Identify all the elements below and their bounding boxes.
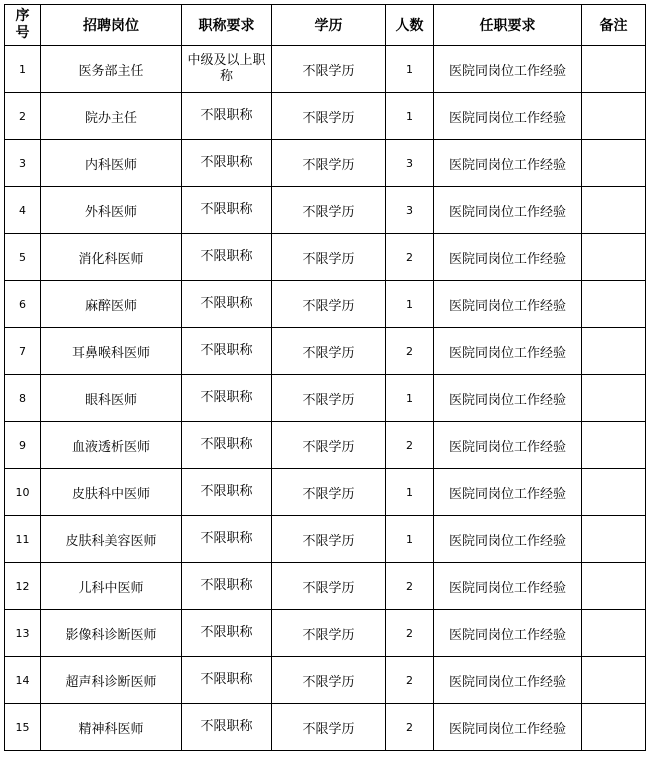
cell-job-requirement: 医院同岗位工作经验 (434, 46, 582, 93)
cell-job-requirement: 医院同岗位工作经验 (434, 234, 582, 281)
table-row (5, 422, 646, 469)
cell-title-requirement: 不限职称 (182, 563, 272, 610)
table-row (5, 516, 646, 563)
table-row (5, 328, 646, 375)
cell-remarks (582, 704, 646, 751)
cell-position: 影像科诊断医师 (41, 610, 182, 657)
recruitment-table (4, 4, 646, 751)
cell-title-requirement: 不限职称 (182, 610, 272, 657)
cell-title-requirement: 不限职称 (182, 234, 272, 281)
cell-title-requirement: 不限职称 (182, 93, 272, 140)
cell-job-requirement: 医院同岗位工作经验 (434, 422, 582, 469)
cell-remarks (582, 516, 646, 563)
cell-education: 不限学历 (272, 469, 386, 516)
cell-job-requirement: 医院同岗位工作经验 (434, 281, 582, 328)
cell-education: 不限学历 (272, 563, 386, 610)
cell-seq: 5 (5, 234, 41, 281)
table-row (5, 46, 646, 93)
cell-seq: 4 (5, 187, 41, 234)
cell-seq: 7 (5, 328, 41, 375)
table-row (5, 140, 646, 187)
cell-job-requirement: 医院同岗位工作经验 (434, 563, 582, 610)
cell-title-requirement: 不限职称 (182, 140, 272, 187)
cell-education: 不限学历 (272, 93, 386, 140)
header-title-requirement: 职称要求 (182, 5, 272, 46)
cell-seq: 1 (5, 46, 41, 93)
cell-job-requirement: 医院同岗位工作经验 (434, 375, 582, 422)
cell-position: 血液透析医师 (41, 422, 182, 469)
cell-title-requirement: 不限职称 (182, 375, 272, 422)
cell-remarks (582, 469, 646, 516)
table-body (5, 46, 646, 751)
header-remarks: 备注 (582, 5, 646, 46)
cell-count: 1 (386, 93, 434, 140)
cell-remarks (582, 563, 646, 610)
cell-job-requirement: 医院同岗位工作经验 (434, 187, 582, 234)
table-header (5, 5, 646, 46)
cell-education: 不限学历 (272, 610, 386, 657)
cell-title-requirement: 不限职称 (182, 328, 272, 375)
cell-remarks (582, 93, 646, 140)
cell-position: 麻醉医师 (41, 281, 182, 328)
cell-seq: 12 (5, 563, 41, 610)
cell-remarks (582, 422, 646, 469)
cell-education: 不限学历 (272, 46, 386, 93)
cell-education: 不限学历 (272, 657, 386, 704)
cell-remarks (582, 657, 646, 704)
cell-title-requirement: 不限职称 (182, 516, 272, 563)
cell-job-requirement: 医院同岗位工作经验 (434, 610, 582, 657)
cell-education: 不限学历 (272, 422, 386, 469)
cell-job-requirement: 医院同岗位工作经验 (434, 93, 582, 140)
table-row (5, 657, 646, 704)
cell-count: 2 (386, 610, 434, 657)
cell-count: 3 (386, 140, 434, 187)
cell-position: 内科医师 (41, 140, 182, 187)
table-row (5, 563, 646, 610)
cell-education: 不限学历 (272, 187, 386, 234)
cell-education: 不限学历 (272, 328, 386, 375)
cell-remarks (582, 234, 646, 281)
cell-position: 外科医师 (41, 187, 182, 234)
cell-count: 1 (386, 516, 434, 563)
cell-count: 1 (386, 46, 434, 93)
cell-seq: 13 (5, 610, 41, 657)
cell-position: 眼科医师 (41, 375, 182, 422)
cell-count: 1 (386, 469, 434, 516)
cell-title-requirement: 不限职称 (182, 469, 272, 516)
cell-position: 皮肤科中医师 (41, 469, 182, 516)
cell-seq: 8 (5, 375, 41, 422)
header-seq-line1: 序 (15, 8, 30, 24)
header-count: 人数 (386, 5, 434, 46)
cell-remarks (582, 187, 646, 234)
cell-seq: 15 (5, 704, 41, 751)
cell-education: 不限学历 (272, 375, 386, 422)
cell-position: 消化科医师 (41, 234, 182, 281)
cell-position: 耳鼻喉科医师 (41, 328, 182, 375)
header-seq-line2: 号 (15, 25, 30, 41)
cell-title-requirement: 不限职称 (182, 281, 272, 328)
header-seq (5, 5, 41, 46)
table-row (5, 234, 646, 281)
cell-title-requirement: 不限职称 (182, 187, 272, 234)
cell-count: 1 (386, 281, 434, 328)
cell-remarks (582, 328, 646, 375)
cell-title-requirement: 不限职称 (182, 704, 272, 751)
cell-seq: 9 (5, 422, 41, 469)
table-row (5, 93, 646, 140)
table-row (5, 704, 646, 751)
cell-job-requirement: 医院同岗位工作经验 (434, 704, 582, 751)
cell-count: 2 (386, 657, 434, 704)
cell-remarks (582, 46, 646, 93)
cell-seq: 3 (5, 140, 41, 187)
cell-seq: 10 (5, 469, 41, 516)
table-row (5, 610, 646, 657)
cell-position: 精神科医师 (41, 704, 182, 751)
cell-title-requirement: 不限职称 (182, 657, 272, 704)
cell-count: 2 (386, 328, 434, 375)
header-education: 学历 (272, 5, 386, 46)
cell-count: 3 (386, 187, 434, 234)
cell-education: 不限学历 (272, 704, 386, 751)
cell-remarks (582, 610, 646, 657)
cell-title-requirement: 中级及以上职称 (182, 46, 272, 93)
cell-position: 儿科中医师 (41, 563, 182, 610)
header-job-requirement: 任职要求 (434, 5, 582, 46)
cell-education: 不限学历 (272, 516, 386, 563)
cell-job-requirement: 医院同岗位工作经验 (434, 328, 582, 375)
cell-job-requirement: 医院同岗位工作经验 (434, 469, 582, 516)
table-row (5, 375, 646, 422)
cell-seq: 14 (5, 657, 41, 704)
table-row (5, 281, 646, 328)
cell-seq: 6 (5, 281, 41, 328)
cell-remarks (582, 375, 646, 422)
header-row (5, 5, 646, 46)
cell-position: 医务部主任 (41, 46, 182, 93)
cell-job-requirement: 医院同岗位工作经验 (434, 657, 582, 704)
cell-education: 不限学历 (272, 234, 386, 281)
cell-count: 2 (386, 422, 434, 469)
cell-count: 1 (386, 375, 434, 422)
cell-seq: 2 (5, 93, 41, 140)
table-row (5, 187, 646, 234)
cell-education: 不限学历 (272, 281, 386, 328)
cell-job-requirement: 医院同岗位工作经验 (434, 516, 582, 563)
cell-position: 院办主任 (41, 93, 182, 140)
header-position: 招聘岗位 (41, 5, 182, 46)
cell-title-requirement: 不限职称 (182, 422, 272, 469)
cell-count: 2 (386, 234, 434, 281)
cell-remarks (582, 140, 646, 187)
cell-remarks (582, 281, 646, 328)
cell-position: 超声科诊断医师 (41, 657, 182, 704)
cell-position: 皮肤科美容医师 (41, 516, 182, 563)
cell-job-requirement: 医院同岗位工作经验 (434, 140, 582, 187)
table-row (5, 469, 646, 516)
cell-education: 不限学历 (272, 140, 386, 187)
cell-count: 2 (386, 704, 434, 751)
cell-seq: 11 (5, 516, 41, 563)
cell-count: 2 (386, 563, 434, 610)
